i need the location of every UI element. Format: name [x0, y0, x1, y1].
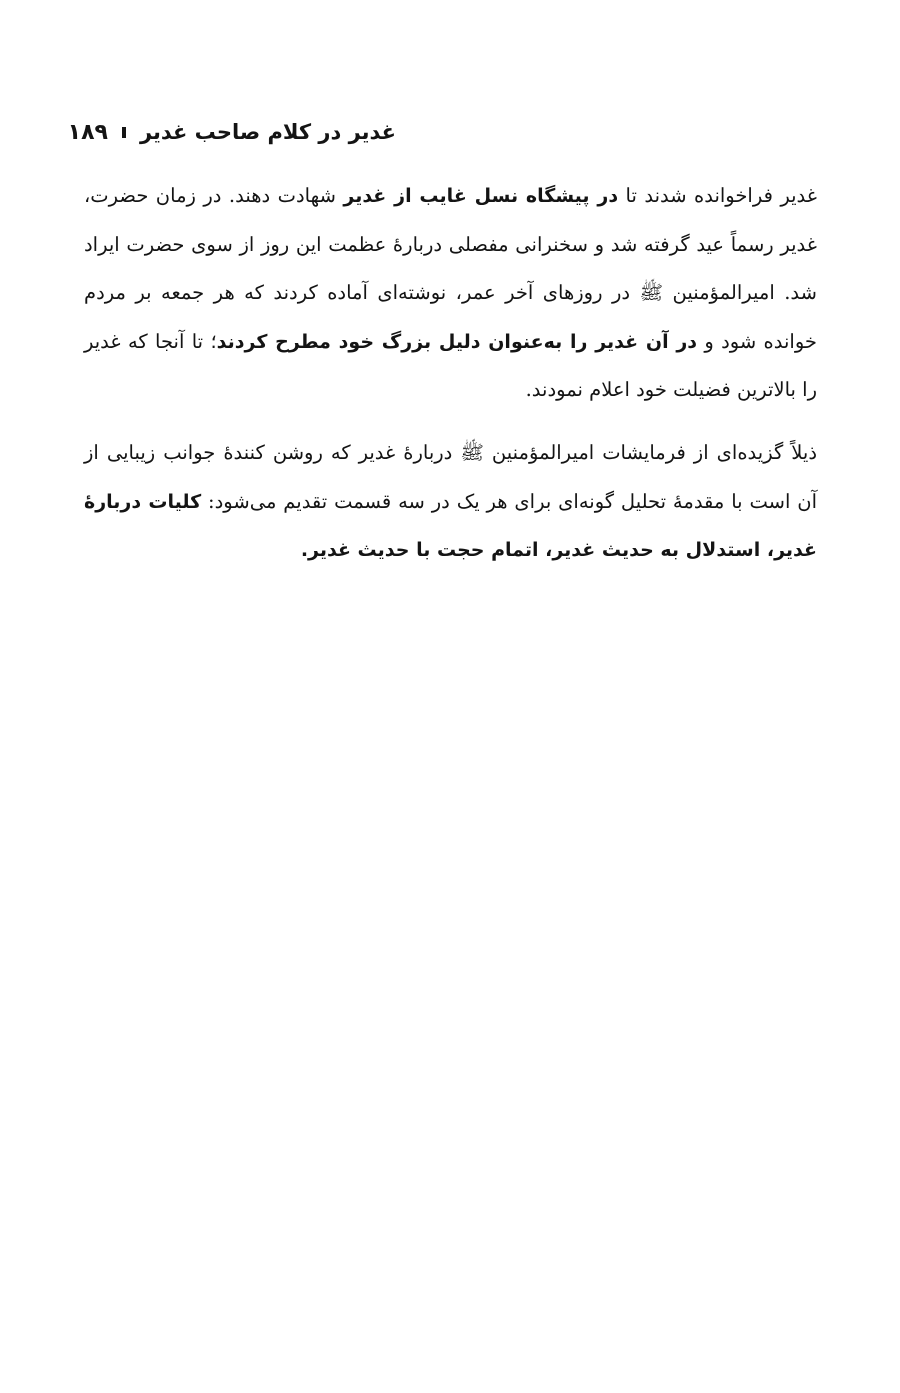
- bold-phrase: در پیشگاه نسل غایب از غدیر: [343, 185, 619, 207]
- page-number: ۱۸۹: [67, 119, 108, 145]
- text-segment: ؛ تا آنجا که غدیر را بالاترین فضیلت خود اعلام نمودند.: [84, 329, 817, 402]
- paragraph-intro: [84, 172, 817, 415]
- bold-phrase: در آن غدیر را به‌عنوان دلیل بزرگ خود مطرح کردند: [216, 330, 698, 353]
- running-title: غدیر در کلام صاحب غدیر: [139, 120, 396, 144]
- bold-phrase: کلیات دربارهٔ غدیر، استدلال به حدیث غدیر، اتمام حجت با حدیث غدیر.: [84, 490, 817, 562]
- text-segment: ذیلاً گزیده‌ای از فرمایشات امیرالمؤمنین ﷺ دربارهٔ غدیر که روشن کنندهٔ جوانب زیبایی از آن است با مقدمهٔ تحلیل گونه‌ای برای هر یک در سه قسمت تقدیم می‌شود:: [84, 440, 817, 513]
- text-segment: شهادت دهند. در زمان حضرت، غدیر رسماً عید گرفته شد و سخنرانی مفصلی دربارهٔ عظمت این روز از سوی حضرت ایراد شد. امیرالمؤمنین ﷺ در روزهای آخر عمر، نوشته‌ای آماده کردند که هر جمعه بر مردم خوانده شود و: [84, 184, 817, 353]
- paragraph-sections: [84, 429, 817, 575]
- header-separator-square: [122, 127, 126, 138]
- text-segment: غدیر فراخوانده شدند تا: [618, 184, 817, 207]
- page-header: [67, 112, 396, 152]
- body-text: [84, 172, 817, 575]
